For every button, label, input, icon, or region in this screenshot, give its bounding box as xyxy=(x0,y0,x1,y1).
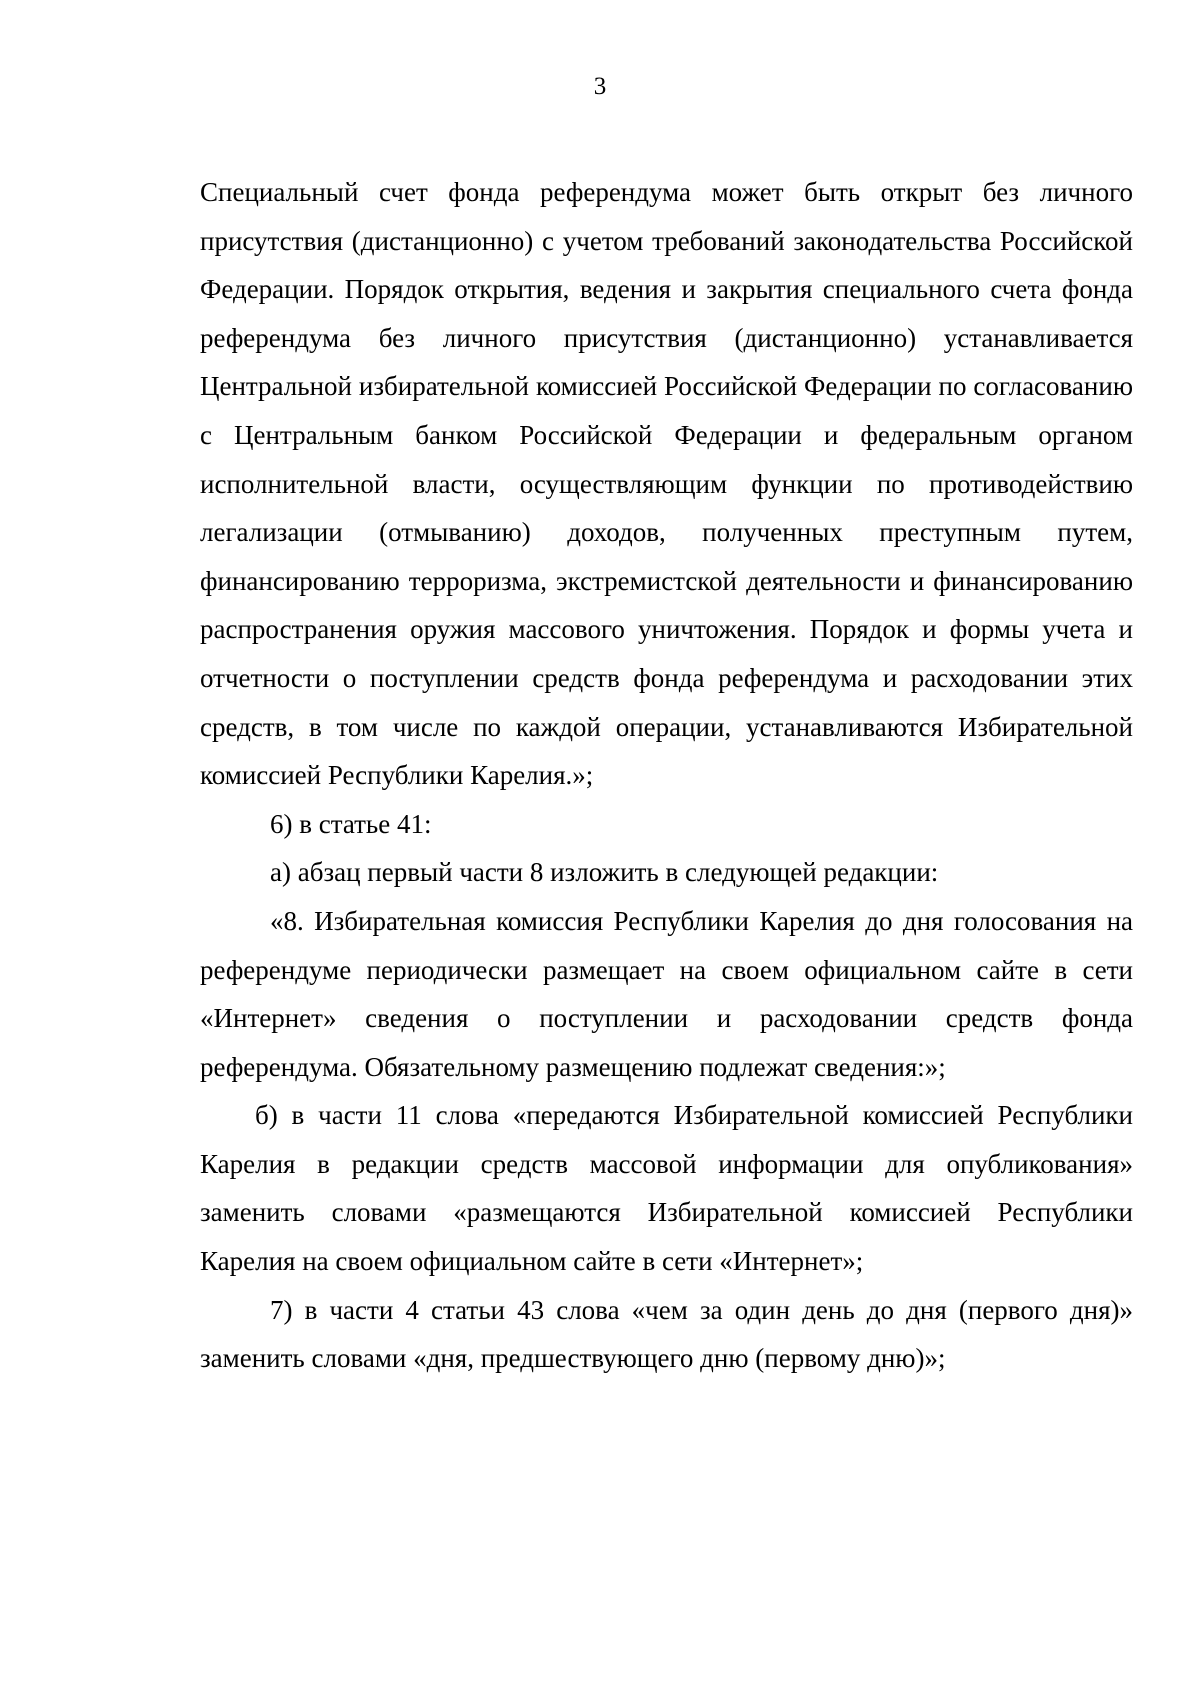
document-body xyxy=(200,168,1133,1383)
paragraph-part-8-text: «8. Избирательная комиссия Республики Карелия до дня голосования на референдуме периодически размещает на своем официальном сайте в сети «Интернет» сведения о поступлении и расходовании средств фонда референдума. Обязательному размещению подлежат сведения:»; xyxy=(200,905,1133,1082)
page-number: 3 xyxy=(593,73,607,100)
paragraph-item-6b: б) в части 11 слова «передаются Избирательной комиссией Республики Карелия в редакции средств массовой информации для опубликования» заменить словами «размещаются Избирательной комиссией Республики Карелия на своем официальном сайте в сети «Интернет»; xyxy=(200,1100,1133,1277)
paragraph-item-6a: а) абзац первый части 8 изложить в следующей редакции: xyxy=(270,857,939,888)
paragraph-special-account: Специальный счет фонда референдума может быть открыт без личного присутствия (дистанционно) с учетом требований законодательства Российской Федерации. Порядок открытия, ведения и закрытия специального счета фонда референдума без личного присутствия (дистанционно) устанавливается Центральной избирательной комиссией Российской Федерации по согласованию с Центральным банком Российской Федерации и федеральным органом исполнительной власти, осуществляющим функции по противодействию легализации (отмыванию) доходов, полученных преступным путем, финансированию терроризма, экстремистской деятельности и финансированию распространения оружия массового уничтожения. Порядок и формы учета и отчетности о поступлении средств фонда референдума и расходовании этих средств, в том числе по каждой операции, устанавливаются Избирательной комиссией Республики Карелия.»; xyxy=(200,177,1133,791)
paragraph-item-6: 6) в статье 41: xyxy=(270,808,432,839)
paragraph-item-7: 7) в части 4 статьи 43 слова «чем за один день до дня (первого дня)» заменить словами «дня, предшествующего дню (первому дню)»; xyxy=(200,1294,1133,1374)
